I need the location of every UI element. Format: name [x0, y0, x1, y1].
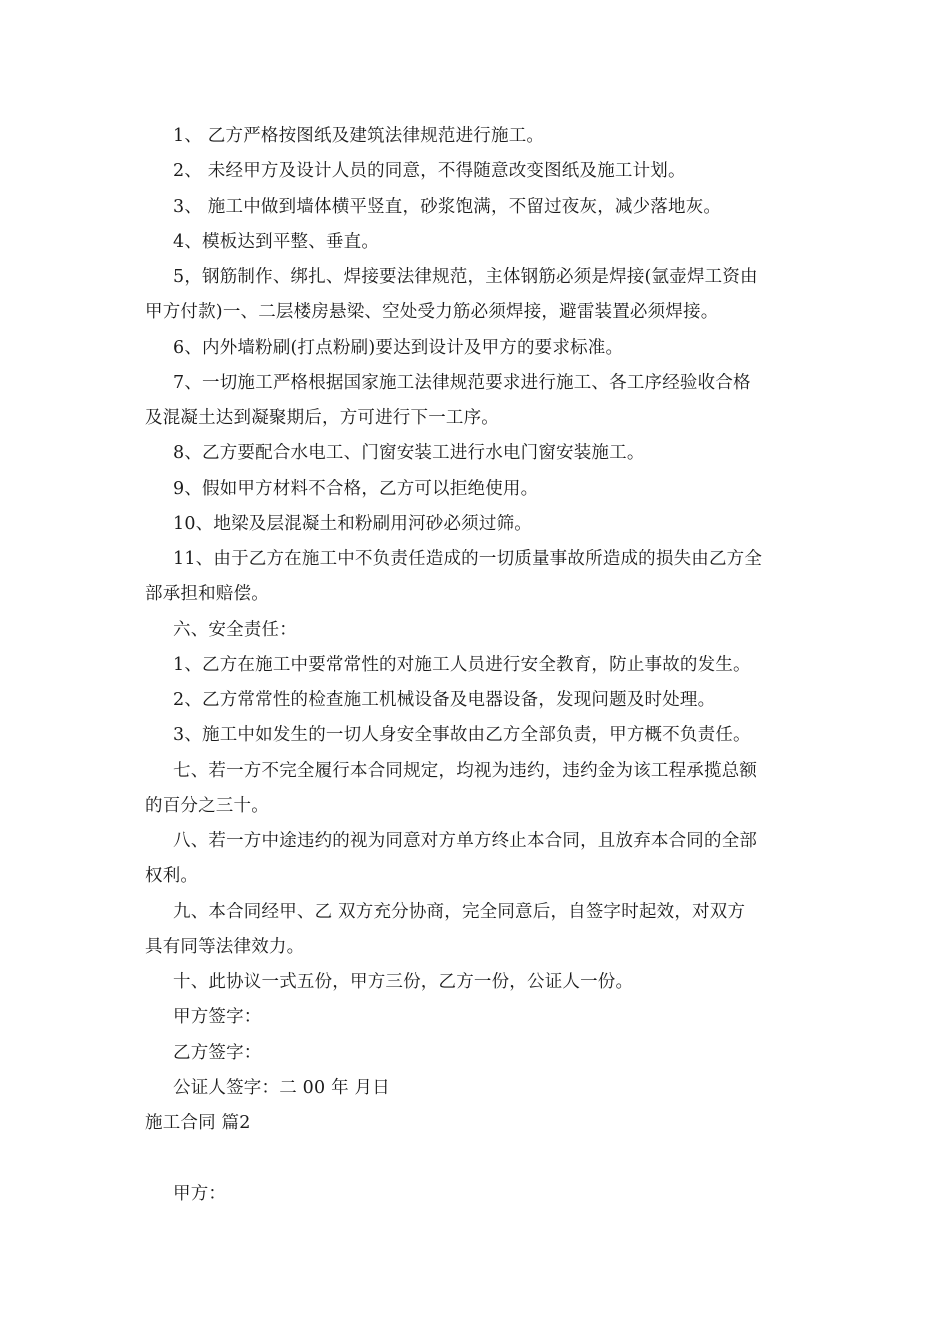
clause-line: 2、乙方常常性的检查施工机械设备及电器设备，发现问题及时处理。	[173, 690, 716, 710]
clause-continuation: 的百分之三十。	[145, 796, 269, 816]
clause-line: 10、地梁及层混凝土和粉刷用河砂必须过筛。	[173, 514, 532, 534]
party-a-label: 甲方：	[173, 1184, 227, 1204]
party-b-signature-label: 乙方签字：	[173, 1043, 262, 1063]
clause-line: 十、此协议一式五份，甲方三份，乙方一份，公证人一份。	[173, 972, 634, 992]
clause-line: 6、内外墙粉刷(打点粉刷)要达到设计及甲方的要求标准。	[173, 338, 624, 358]
clause-line: 7、一切施工严格根据国家施工法律规范要求进行施工、各工序经验收合格	[173, 373, 751, 393]
section-heading: 六、安全责任：	[173, 620, 297, 640]
clause-line: 1、 乙方严格按图纸及建筑法律规范进行施工。	[173, 126, 545, 146]
clause-line: 8、乙方要配合水电工、门窗安装工进行水电门窗安装施工。	[173, 443, 645, 463]
party-a-signature-label: 甲方签字：	[173, 1007, 262, 1027]
clause-continuation: 权利。	[145, 866, 199, 886]
section-title: 施工合同 篇2	[145, 1113, 251, 1133]
clause-line: 4、模板达到平整、垂直。	[173, 232, 380, 252]
clause-line: 5，钢筋制作、绑扎、焊接要法律规范，主体钢筋必须是焊接(氩壶焊工资由	[173, 267, 758, 287]
clause-line: 七、若一方不完全履行本合同规定，均视为违约，违约金为该工程承揽总额	[173, 761, 758, 781]
notary-signature-label: 公证人签字：二 00 年 月日	[173, 1078, 390, 1098]
clause-line: 9、假如甲方材料不合格，乙方可以拒绝使用。	[173, 479, 539, 499]
clause-line: 2、 未经甲方及设计人员的同意，不得随意改变图纸及施工计划。	[173, 161, 686, 181]
clause-line: 1、乙方在施工中要常常性的对施工人员进行安全教育，防止事故的发生。	[173, 655, 751, 675]
clause-line: 3、施工中如发生的一切人身安全事故由乙方全部负责，甲方概不负责任。	[173, 725, 751, 745]
clause-continuation: 部承担和赔偿。	[145, 584, 269, 604]
clause-line: 3、 施工中做到墙体横平竖直，砂浆饱满，不留过夜灰，减少落地灰。	[173, 197, 722, 217]
clause-continuation: 甲方付款)一、二层楼房悬梁、空处受力筋必须焊接，避雷装置必须焊接。	[145, 302, 719, 322]
clause-line: 九、本合同经甲、乙 双方充分协商，完全同意后，自签字时起效，对双方	[173, 902, 746, 922]
clause-line: 八、若一方中途违约的视为同意对方单方终止本合同，且放弃本合同的全部	[173, 831, 758, 851]
clause-line: 11、由于乙方在施工中不负责任造成的一切质量事故所造成的损失由乙方全	[173, 549, 763, 569]
clause-continuation: 及混凝土达到凝聚期后，方可进行下一工序。	[145, 408, 499, 428]
clause-continuation: 具有同等法律效力。	[145, 937, 305, 957]
